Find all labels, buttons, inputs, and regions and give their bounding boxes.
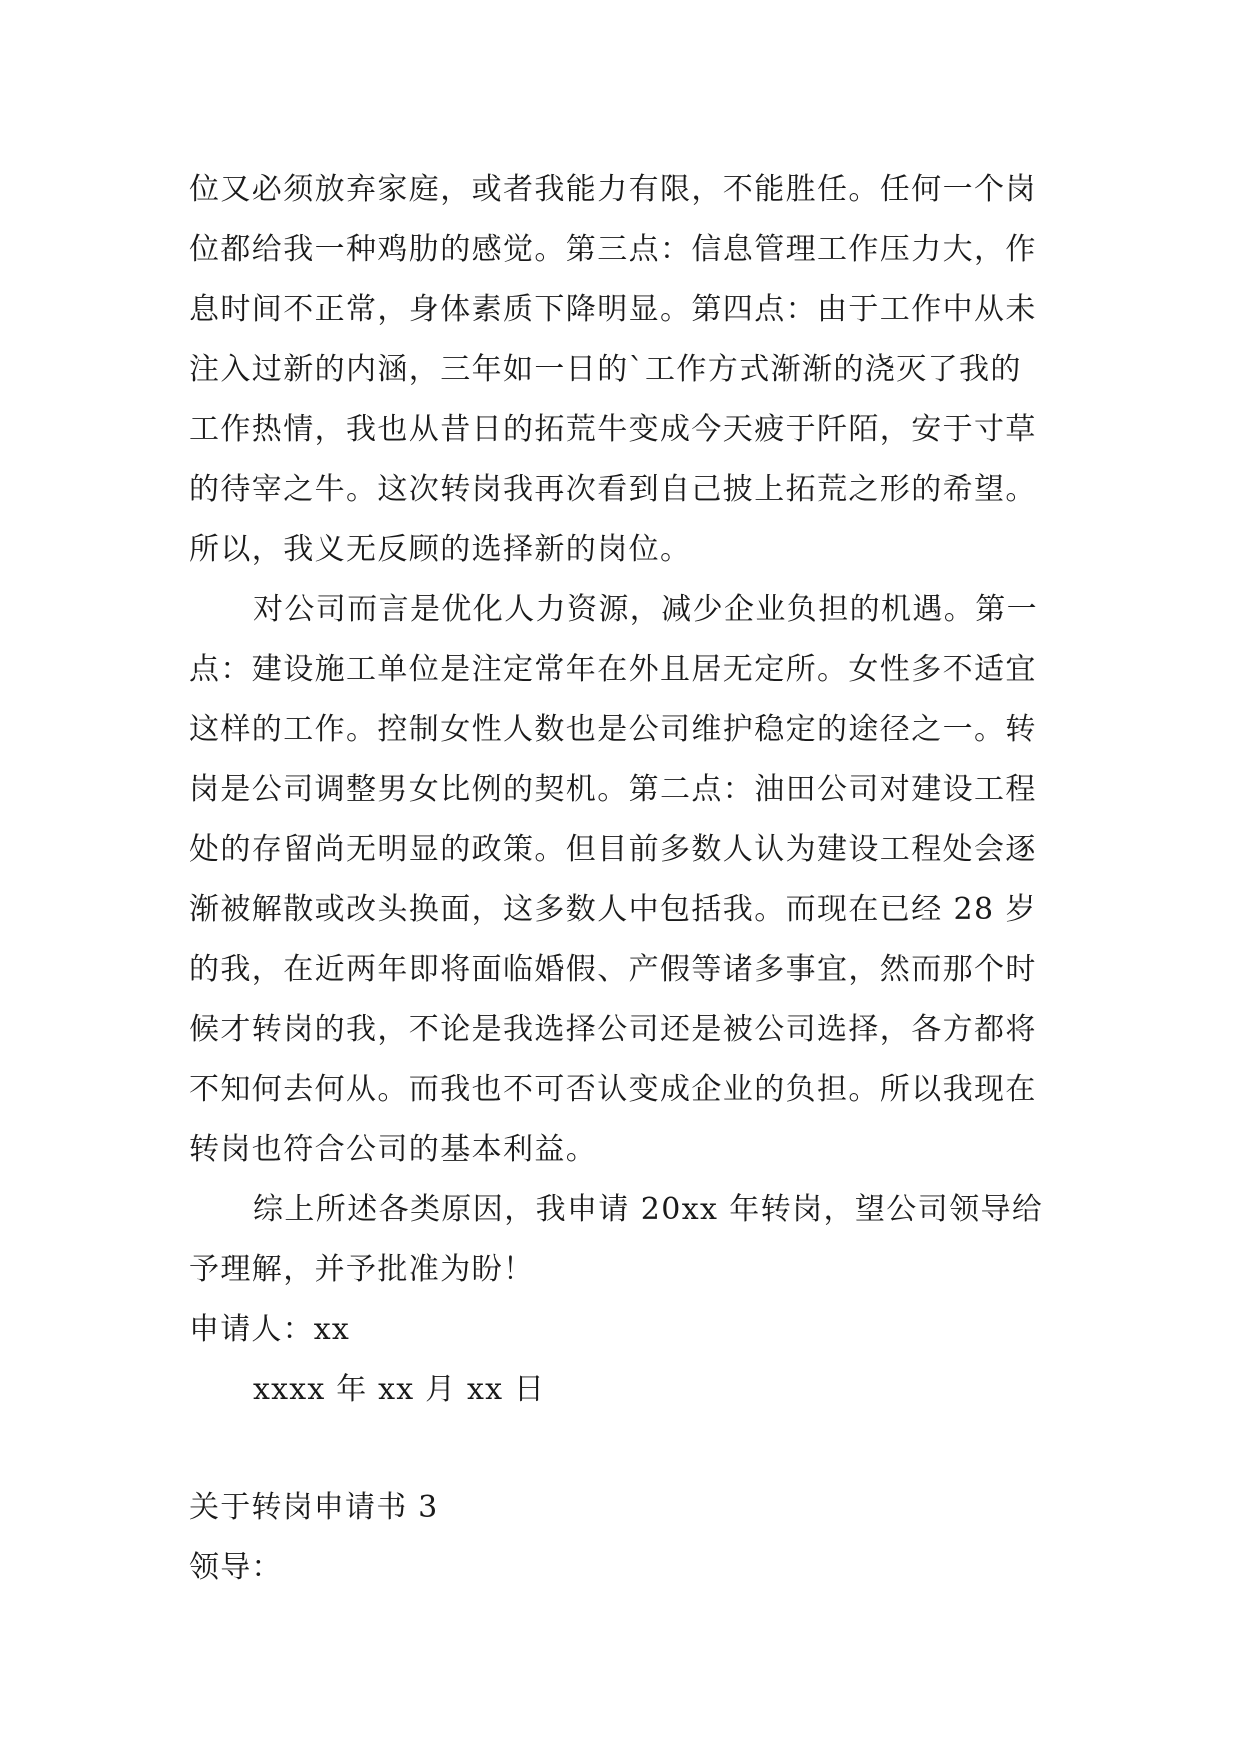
paragraph-conclusion: 综上所述各类原因，我申请 20xx 年转岗，望公司领导给予理解，并予批准为盼！ (189, 1192, 1044, 1287)
paragraph-continued: 位又必须放弃家庭，或者我能力有限，不能胜任。任何一个岗位都给我一种鸡肋的感觉。第三点：信息管理工作压力大，作息时间不正常，身体素质下降明显。第四点：由于工作中从未注入过新的内涵，三年如一日的`工作方式渐渐的浇灭了我的工作热情，我也从昔日的拓荒牛变成今天疲于阡陌，安于寸草的待宰之牛。这次转岗我再次看到自己披上拓荒之形的希望。所以，我义无反顾的选择新的岗位。 (189, 172, 1037, 567)
salutation: 领导： (189, 1550, 283, 1585)
applicant-signature: 申请人：xx (189, 1312, 351, 1347)
application-date: xxxx 年 xx 月 xx 日 (253, 1372, 546, 1407)
section-spacer (189, 1420, 1049, 1478)
next-document-title: 关于转岗申请书 3 (189, 1490, 439, 1525)
document-body (189, 160, 1049, 1598)
paragraph-company-benefit: 对公司而言是优化人力资源，减少企业负担的机遇。第一点：建设施工单位是注定常年在外且居无定所。女性多不适宜这样的工作。控制女性人数也是公司维护稳定的途径之一。转岗是公司调整男女比例的契机。第二点：油田公司对建设工程处的存留尚无明显的政策。但目前多数人认为建设工程处会逐渐被解散或改头换面，这多数人中包括我。而现在已经 28 岁的我，在近两年即将面临婚假、产假等诸多事宜，然而那个时候才转岗的我，不论是我选择公司还是被公司选择，各方都将不知何去何从。而我也不可否认变成企业的负担。所以我现在转岗也符合公司的基本利益。 (189, 592, 1038, 1167)
